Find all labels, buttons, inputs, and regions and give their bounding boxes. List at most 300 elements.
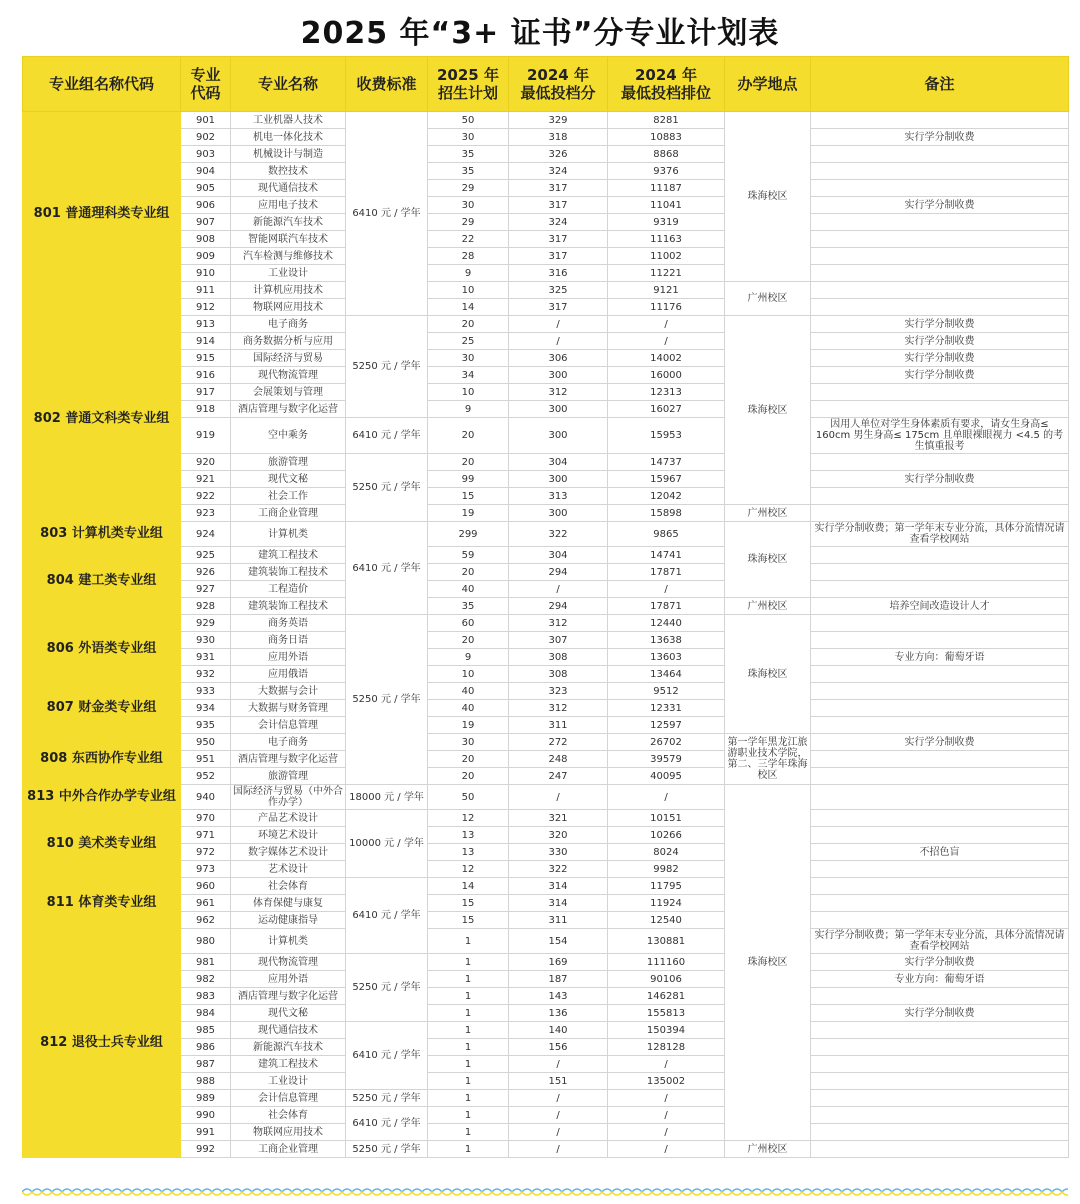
min-rank-cell: 40095: [608, 768, 725, 785]
min-score-cell: 304: [509, 454, 608, 471]
note-cell: [811, 282, 1069, 299]
major-code-cell: 961: [181, 895, 231, 912]
major-code-cell: 987: [181, 1056, 231, 1073]
site-cell: 珠海校区: [725, 112, 811, 282]
major-name-cell: 国际经济与贸易: [231, 350, 346, 367]
min-score-cell: 324: [509, 214, 608, 231]
major-name-cell: 现代物流管理: [231, 367, 346, 384]
min-rank-cell: 111160: [608, 954, 725, 971]
major-name-cell: 现代通信技术: [231, 180, 346, 197]
table-row: [23, 734, 1069, 751]
note-cell: [811, 683, 1069, 700]
min-rank-cell: 12042: [608, 488, 725, 505]
plan-cell: 9: [428, 649, 509, 666]
plan-cell: 20: [428, 564, 509, 581]
plan-cell: 1: [428, 1022, 509, 1039]
table-row: [23, 878, 1069, 895]
plan-cell: 14: [428, 299, 509, 316]
min-rank-cell: /: [608, 1056, 725, 1073]
major-code-cell: 970: [181, 810, 231, 827]
major-code-cell: 922: [181, 488, 231, 505]
min-rank-cell: 11176: [608, 299, 725, 316]
table-row: [23, 810, 1069, 827]
major-name-cell: 建筑工程技术: [231, 547, 346, 564]
major-name-cell: 计算机应用技术: [231, 282, 346, 299]
min-score-cell: 151: [509, 1073, 608, 1090]
note-cell: 实行学分制收费；第一学年末专业分流，具体分流情况请查看学校网站: [811, 522, 1069, 547]
min-score-cell: 136: [509, 1005, 608, 1022]
note-cell: [811, 827, 1069, 844]
table-row: [23, 615, 1069, 632]
min-score-cell: 316: [509, 265, 608, 282]
table-row: [23, 522, 1069, 547]
major-code-cell: 927: [181, 581, 231, 598]
min-rank-cell: 128128: [608, 1039, 725, 1056]
min-score-cell: 317: [509, 197, 608, 214]
min-score-cell: 321: [509, 810, 608, 827]
plan-cell: 35: [428, 163, 509, 180]
min-score-cell: 294: [509, 598, 608, 615]
note-cell: 实行学分制收费: [811, 316, 1069, 333]
major-name-cell: 社会工作: [231, 488, 346, 505]
plan-cell: 35: [428, 598, 509, 615]
major-code-cell: 932: [181, 666, 231, 683]
note-cell: [811, 1141, 1069, 1158]
table-header-row: [23, 57, 1069, 112]
major-name-cell: 旅游管理: [231, 768, 346, 785]
major-code-cell: 930: [181, 632, 231, 649]
min-score-cell: /: [509, 581, 608, 598]
min-score-cell: 300: [509, 418, 608, 454]
min-rank-cell: 90106: [608, 971, 725, 988]
plan-cell: 15: [428, 488, 509, 505]
major-code-cell: 989: [181, 1090, 231, 1107]
plan-cell: 34: [428, 367, 509, 384]
decorative-wave-border: [22, 1186, 1068, 1198]
column-header: 专业 代码: [181, 57, 231, 112]
min-rank-cell: 130881: [608, 929, 725, 954]
min-score-cell: 140: [509, 1022, 608, 1039]
major-code-cell: 935: [181, 717, 231, 734]
note-cell: 实行学分制收费: [811, 471, 1069, 488]
min-rank-cell: 8024: [608, 844, 725, 861]
plan-cell: 9: [428, 401, 509, 418]
min-rank-cell: 135002: [608, 1073, 725, 1090]
min-rank-cell: 26702: [608, 734, 725, 751]
min-rank-cell: 15898: [608, 505, 725, 522]
plan-cell: 13: [428, 844, 509, 861]
plan-cell: 99: [428, 471, 509, 488]
min-rank-cell: 9865: [608, 522, 725, 547]
fee-cell: 5250 元 / 学年: [346, 954, 428, 1022]
major-name-cell: 数控技术: [231, 163, 346, 180]
site-cell: 珠海校区: [725, 615, 811, 734]
plan-cell: 1: [428, 1056, 509, 1073]
major-name-cell: 商务英语: [231, 615, 346, 632]
min-rank-cell: 9512: [608, 683, 725, 700]
plan-cell: 9: [428, 265, 509, 282]
major-name-cell: 现代通信技术: [231, 1022, 346, 1039]
plan-cell: 20: [428, 751, 509, 768]
major-code-cell: 950: [181, 734, 231, 751]
note-cell: [811, 1107, 1069, 1124]
plan-cell: 20: [428, 316, 509, 333]
major-code-cell: 906: [181, 197, 231, 214]
min-rank-cell: /: [608, 581, 725, 598]
min-rank-cell: 10266: [608, 827, 725, 844]
min-rank-cell: 150394: [608, 1022, 725, 1039]
min-score-cell: 326: [509, 146, 608, 163]
major-code-cell: 980: [181, 929, 231, 954]
min-score-cell: 307: [509, 632, 608, 649]
fee-cell: 18000 元 / 学年: [346, 785, 428, 810]
major-name-cell: 会计信息管理: [231, 717, 346, 734]
major-name-cell: 建筑装饰工程技术: [231, 598, 346, 615]
min-score-cell: 317: [509, 231, 608, 248]
group-cell: 801 普通理科类专业组: [23, 112, 181, 316]
major-name-cell: 现代物流管理: [231, 954, 346, 971]
major-code-cell: 982: [181, 971, 231, 988]
major-name-cell: 商务日语: [231, 632, 346, 649]
min-score-cell: 187: [509, 971, 608, 988]
min-score-cell: 317: [509, 299, 608, 316]
major-code-cell: 912: [181, 299, 231, 316]
plan-cell: 299: [428, 522, 509, 547]
site-cell: 广州校区: [725, 505, 811, 522]
major-code-cell: 925: [181, 547, 231, 564]
major-name-cell: 艺术设计: [231, 861, 346, 878]
note-cell: [811, 751, 1069, 768]
major-code-cell: 983: [181, 988, 231, 1005]
plan-cell: 1: [428, 1005, 509, 1022]
min-score-cell: 308: [509, 666, 608, 683]
min-rank-cell: 12331: [608, 700, 725, 717]
min-score-cell: 300: [509, 401, 608, 418]
fee-cell: 6410 元 / 学年: [346, 1022, 428, 1090]
plan-cell: 20: [428, 768, 509, 785]
min-score-cell: 156: [509, 1039, 608, 1056]
wave-line-yellow: [22, 1192, 1068, 1195]
major-name-cell: 工程造价: [231, 581, 346, 598]
note-cell: [811, 581, 1069, 598]
note-cell: [811, 401, 1069, 418]
note-cell: [811, 912, 1069, 929]
plan-cell: 12: [428, 810, 509, 827]
group-cell: 804 建工类专业组: [23, 547, 181, 615]
fee-cell: 10000 元 / 学年: [346, 810, 428, 878]
major-name-cell: 运动健康指导: [231, 912, 346, 929]
major-name-cell: 会展策划与管理: [231, 384, 346, 401]
note-cell: [811, 547, 1069, 564]
min-rank-cell: 12440: [608, 615, 725, 632]
major-name-cell: 大数据与财务管理: [231, 700, 346, 717]
min-score-cell: /: [509, 316, 608, 333]
major-name-cell: 新能源汽车技术: [231, 1039, 346, 1056]
note-cell: 实行学分制收费: [811, 367, 1069, 384]
major-code-cell: 901: [181, 112, 231, 129]
plan-cell: 20: [428, 454, 509, 471]
note-cell: [811, 895, 1069, 912]
min-rank-cell: 9376: [608, 163, 725, 180]
fee-cell: 6410 元 / 学年: [346, 522, 428, 615]
plan-cell: 28: [428, 248, 509, 265]
major-code-cell: 990: [181, 1107, 231, 1124]
major-name-cell: 国际经济与贸易（中外合作办学）: [231, 785, 346, 810]
major-name-cell: 商务数据分析与应用: [231, 333, 346, 350]
plan-cell: 1: [428, 1039, 509, 1056]
note-cell: [811, 615, 1069, 632]
site-cell: 广州校区: [725, 282, 811, 316]
min-rank-cell: 14002: [608, 350, 725, 367]
note-cell: 专业方向：葡萄牙语: [811, 649, 1069, 666]
plan-cell: 15: [428, 912, 509, 929]
major-name-cell: 工业设计: [231, 1073, 346, 1090]
note-cell: [811, 299, 1069, 316]
note-cell: [811, 231, 1069, 248]
min-rank-cell: 13603: [608, 649, 725, 666]
major-name-cell: 会计信息管理: [231, 1090, 346, 1107]
major-code-cell: 991: [181, 1124, 231, 1141]
major-code-cell: 960: [181, 878, 231, 895]
major-code-cell: 905: [181, 180, 231, 197]
major-code-cell: 940: [181, 785, 231, 810]
major-name-cell: 数字媒体艺术设计: [231, 844, 346, 861]
min-rank-cell: /: [608, 1141, 725, 1158]
site-cell: 广州校区: [725, 1141, 811, 1158]
plan-cell: 30: [428, 197, 509, 214]
site-cell: 珠海校区: [725, 316, 811, 505]
plan-cell: 12: [428, 861, 509, 878]
min-score-cell: 308: [509, 649, 608, 666]
min-rank-cell: 13464: [608, 666, 725, 683]
note-cell: [811, 861, 1069, 878]
plan-cell: 1: [428, 1073, 509, 1090]
major-code-cell: 924: [181, 522, 231, 547]
note-cell: [811, 454, 1069, 471]
major-code-cell: 917: [181, 384, 231, 401]
column-header: 备注: [811, 57, 1069, 112]
min-rank-cell: 146281: [608, 988, 725, 1005]
min-rank-cell: 12540: [608, 912, 725, 929]
min-rank-cell: 11002: [608, 248, 725, 265]
plan-cell: 15: [428, 895, 509, 912]
major-name-cell: 机械设计与制造: [231, 146, 346, 163]
group-cell: 813 中外合作办学专业组: [23, 785, 181, 810]
major-name-cell: 电子商务: [231, 734, 346, 751]
major-name-cell: 空中乘务: [231, 418, 346, 454]
note-cell: [811, 666, 1069, 683]
major-code-cell: 952: [181, 768, 231, 785]
min-score-cell: 329: [509, 112, 608, 129]
major-code-cell: 973: [181, 861, 231, 878]
major-name-cell: 物联网应用技术: [231, 1124, 346, 1141]
major-code-cell: 988: [181, 1073, 231, 1090]
major-code-cell: 972: [181, 844, 231, 861]
note-cell: 实行学分制收费: [811, 197, 1069, 214]
note-cell: 实行学分制收费: [811, 1005, 1069, 1022]
plan-cell: 1: [428, 988, 509, 1005]
note-cell: [811, 112, 1069, 129]
major-code-cell: 908: [181, 231, 231, 248]
major-name-cell: 机电一体化技术: [231, 129, 346, 146]
major-code-cell: 914: [181, 333, 231, 350]
major-name-cell: 工商企业管理: [231, 505, 346, 522]
major-code-cell: 921: [181, 471, 231, 488]
min-score-cell: 311: [509, 717, 608, 734]
major-name-cell: 工商企业管理: [231, 1141, 346, 1158]
fee-cell: 6410 元 / 学年: [346, 1107, 428, 1141]
table-row: [23, 929, 1069, 954]
major-name-cell: 社会体育: [231, 1107, 346, 1124]
min-score-cell: 169: [509, 954, 608, 971]
note-cell: [811, 214, 1069, 231]
note-cell: [811, 146, 1069, 163]
min-rank-cell: 11041: [608, 197, 725, 214]
major-code-cell: 962: [181, 912, 231, 929]
plan-cell: 35: [428, 146, 509, 163]
min-rank-cell: 15967: [608, 471, 725, 488]
major-code-cell: 909: [181, 248, 231, 265]
major-name-cell: 体育保健与康复: [231, 895, 346, 912]
major-name-cell: 计算机类: [231, 522, 346, 547]
column-header: 2024 年 最低投档排位: [608, 57, 725, 112]
min-rank-cell: 9982: [608, 861, 725, 878]
min-score-cell: /: [509, 1107, 608, 1124]
major-code-cell: 986: [181, 1039, 231, 1056]
plan-cell: 50: [428, 785, 509, 810]
major-name-cell: 工业机器人技术: [231, 112, 346, 129]
min-score-cell: 318: [509, 129, 608, 146]
min-score-cell: 325: [509, 282, 608, 299]
plan-cell: 14: [428, 878, 509, 895]
major-code-cell: 929: [181, 615, 231, 632]
major-name-cell: 智能网联汽车技术: [231, 231, 346, 248]
major-name-cell: 环境艺术设计: [231, 827, 346, 844]
min-score-cell: /: [509, 1124, 608, 1141]
min-score-cell: 300: [509, 367, 608, 384]
min-rank-cell: /: [608, 1107, 725, 1124]
fee-cell: 6410 元 / 学年: [346, 878, 428, 954]
plan-cell: 29: [428, 214, 509, 231]
major-name-cell: 应用电子技术: [231, 197, 346, 214]
min-score-cell: 306: [509, 350, 608, 367]
fee-cell: 5250 元 / 学年: [346, 615, 428, 785]
min-score-cell: 313: [509, 488, 608, 505]
min-score-cell: 143: [509, 988, 608, 1005]
min-score-cell: 300: [509, 505, 608, 522]
major-name-cell: 酒店管理与数字化运营: [231, 401, 346, 418]
site-cell: 第一学年黑龙江旅游职业技术学院，第二、三学年珠海校区: [725, 734, 811, 785]
min-score-cell: 311: [509, 912, 608, 929]
note-cell: [811, 265, 1069, 282]
major-code-cell: 903: [181, 146, 231, 163]
min-score-cell: 247: [509, 768, 608, 785]
note-cell: [811, 163, 1069, 180]
note-cell: [811, 505, 1069, 522]
major-name-cell: 新能源汽车技术: [231, 214, 346, 231]
fee-cell: 5250 元 / 学年: [346, 454, 428, 522]
table-row: [23, 316, 1069, 333]
major-name-cell: 应用外语: [231, 971, 346, 988]
min-rank-cell: 14741: [608, 547, 725, 564]
plan-cell: 1: [428, 929, 509, 954]
min-rank-cell: 155813: [608, 1005, 725, 1022]
fee-cell: 5250 元 / 学年: [346, 316, 428, 418]
note-cell: 实行学分制收费: [811, 129, 1069, 146]
min-score-cell: 312: [509, 700, 608, 717]
note-cell: [811, 785, 1069, 810]
min-score-cell: 322: [509, 522, 608, 547]
min-score-cell: 317: [509, 248, 608, 265]
site-cell: 珠海校区: [725, 522, 811, 598]
table-row: [23, 683, 1069, 700]
group-cell: 806 外语类专业组: [23, 615, 181, 683]
min-rank-cell: 9319: [608, 214, 725, 231]
major-code-cell: 985: [181, 1022, 231, 1039]
min-score-cell: /: [509, 785, 608, 810]
major-code-cell: 910: [181, 265, 231, 282]
min-score-cell: 323: [509, 683, 608, 700]
min-rank-cell: 16000: [608, 367, 725, 384]
min-score-cell: /: [509, 333, 608, 350]
note-cell: 不招色盲: [811, 844, 1069, 861]
plan-cell: 60: [428, 615, 509, 632]
major-code-cell: 923: [181, 505, 231, 522]
min-score-cell: /: [509, 1056, 608, 1073]
plan-cell: 25: [428, 333, 509, 350]
major-code-cell: 920: [181, 454, 231, 471]
plan-cell: 10: [428, 666, 509, 683]
note-cell: [811, 878, 1069, 895]
column-header: 专业组名称代码: [23, 57, 181, 112]
note-cell: 实行学分制收费: [811, 333, 1069, 350]
group-cell: 802 普通文科类专业组: [23, 316, 181, 522]
min-rank-cell: /: [608, 1124, 725, 1141]
table-body: [23, 112, 1069, 1158]
column-header: 专业名称: [231, 57, 346, 112]
major-name-cell: 酒店管理与数字化运营: [231, 751, 346, 768]
major-name-cell: 计算机类: [231, 929, 346, 954]
major-code-cell: 911: [181, 282, 231, 299]
min-rank-cell: 9121: [608, 282, 725, 299]
note-cell: [811, 564, 1069, 581]
min-rank-cell: 8281: [608, 112, 725, 129]
group-cell: 803 计算机类专业组: [23, 522, 181, 547]
major-name-cell: 建筑装饰工程技术: [231, 564, 346, 581]
note-cell: [811, 988, 1069, 1005]
plan-cell: 40: [428, 683, 509, 700]
major-code-cell: 931: [181, 649, 231, 666]
note-cell: [811, 768, 1069, 785]
min-score-cell: 294: [509, 564, 608, 581]
plan-cell: 1: [428, 954, 509, 971]
min-score-cell: 317: [509, 180, 608, 197]
min-rank-cell: 11163: [608, 231, 725, 248]
min-rank-cell: 14737: [608, 454, 725, 471]
note-cell: [811, 488, 1069, 505]
min-rank-cell: 11221: [608, 265, 725, 282]
note-cell: [811, 1039, 1069, 1056]
note-cell: [811, 248, 1069, 265]
note-cell: 实行学分制收费；第一学年末专业分流，具体分流情况请查看学校网站: [811, 929, 1069, 954]
major-name-cell: 现代文秘: [231, 1005, 346, 1022]
min-rank-cell: /: [608, 333, 725, 350]
fee-cell: 6410 元 / 学年: [346, 418, 428, 454]
note-cell: [811, 1090, 1069, 1107]
major-code-cell: 907: [181, 214, 231, 231]
table-row: [23, 785, 1069, 810]
note-cell: 实行学分制收费: [811, 350, 1069, 367]
